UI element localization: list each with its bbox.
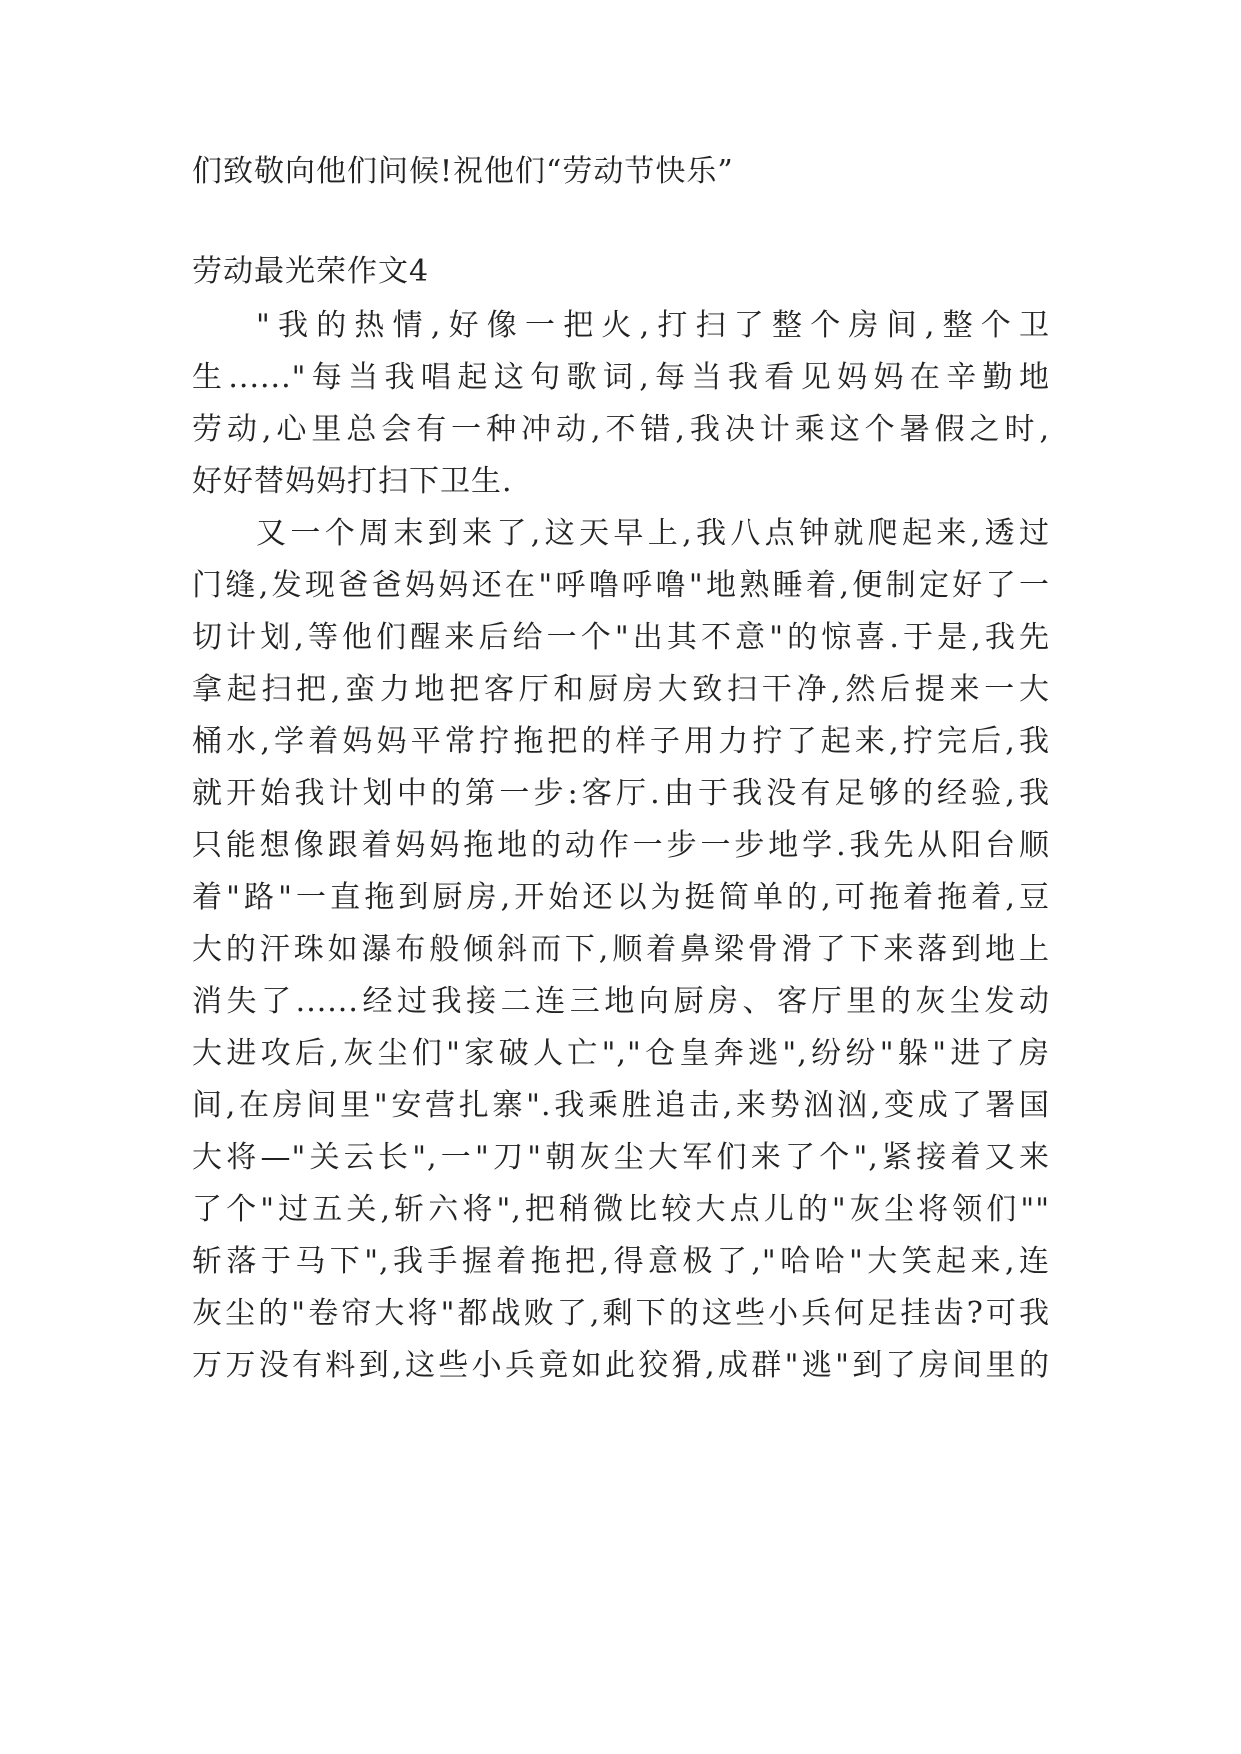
paragraph2-line: 切计划,等他们醒来后给一个"出其不意"的惊喜.于是,我先	[192, 620, 1050, 655]
paragraph2-line: 就开始我计划中的第一步:客厅.由于我没有足够的经验,我	[192, 776, 1050, 811]
paragraph2-line: 桶水,学着妈妈平常拧拖把的样子用力拧了起来,拧完后,我	[192, 724, 1050, 759]
paragraph2-line: 消失了......经过我接二连三地向厨房、客厅里的灰尘发动	[192, 984, 1050, 1019]
paragraph2-line: 只能想像跟着妈妈拖地的动作一步一步地学.我先从阳台顺	[192, 828, 1050, 863]
paragraph2-line: 大的汗珠如瀑布般倾斜而下,顺着鼻梁骨滑了下来落到地上	[192, 932, 1050, 967]
paragraph2-line: 斩落于马下",我手握着拖把,得意极了,"哈哈"大笑起来,连	[192, 1244, 1050, 1279]
paragraph2-line: 间,在房间里"安营扎寨".我乘胜追击,来势汹汹,变成了署国	[192, 1088, 1050, 1123]
paragraph1-line: 好好替妈妈打扫下卫生.	[192, 464, 513, 499]
paragraph1-line: 生......"每当我唱起这句歌词,每当我看见妈妈在辛勤地	[192, 360, 1050, 395]
paragraph2-line: 了个"过五关,斩六将",把稍微比较大点儿的"灰尘将领们""	[192, 1192, 1050, 1227]
paragraph1-line: "我的热情,好像一把火,打扫了整个房间,整个卫	[256, 308, 1050, 343]
paragraph1-line: 劳动,心里总会有一种冲动,不错,我决计乘这个暑假之时,	[192, 412, 1050, 447]
paragraph2-line: 门缝,发现爸爸妈妈还在"呼噜呼噜"地熟睡着,便制定好了一	[192, 568, 1050, 603]
paragraph2-line: 大将—"关云长",一"刀"朝灰尘大军们来了个",紧接着又来	[192, 1140, 1050, 1175]
paragraph2-line: 又一个周末到来了,这天早上,我八点钟就爬起来,透过	[256, 516, 1050, 551]
intro-tail-line: 们致敬向他们问候!祝他们“劳动节快乐”	[192, 154, 734, 189]
paragraph2-line: 着"路"一直拖到厨房,开始还以为挺简单的,可拖着拖着,豆	[192, 880, 1050, 915]
paragraph2-line: 拿起扫把,蛮力地把客厅和厨房大致扫干净,然后提来一大	[192, 672, 1050, 707]
section-heading: 劳动最光荣作文4	[192, 254, 430, 289]
paragraph2-line: 大进攻后,灰尘们"家破人亡","仓皇奔逃",纷纷"躲"进了房	[192, 1036, 1050, 1071]
paragraph2-line: 万万没有料到,这些小兵竟如此狡猾,成群"逃"到了房间里的	[192, 1348, 1050, 1383]
paragraph2-line: 灰尘的"卷帘大将"都战败了,剩下的这些小兵何足挂齿?可我	[192, 1296, 1050, 1331]
